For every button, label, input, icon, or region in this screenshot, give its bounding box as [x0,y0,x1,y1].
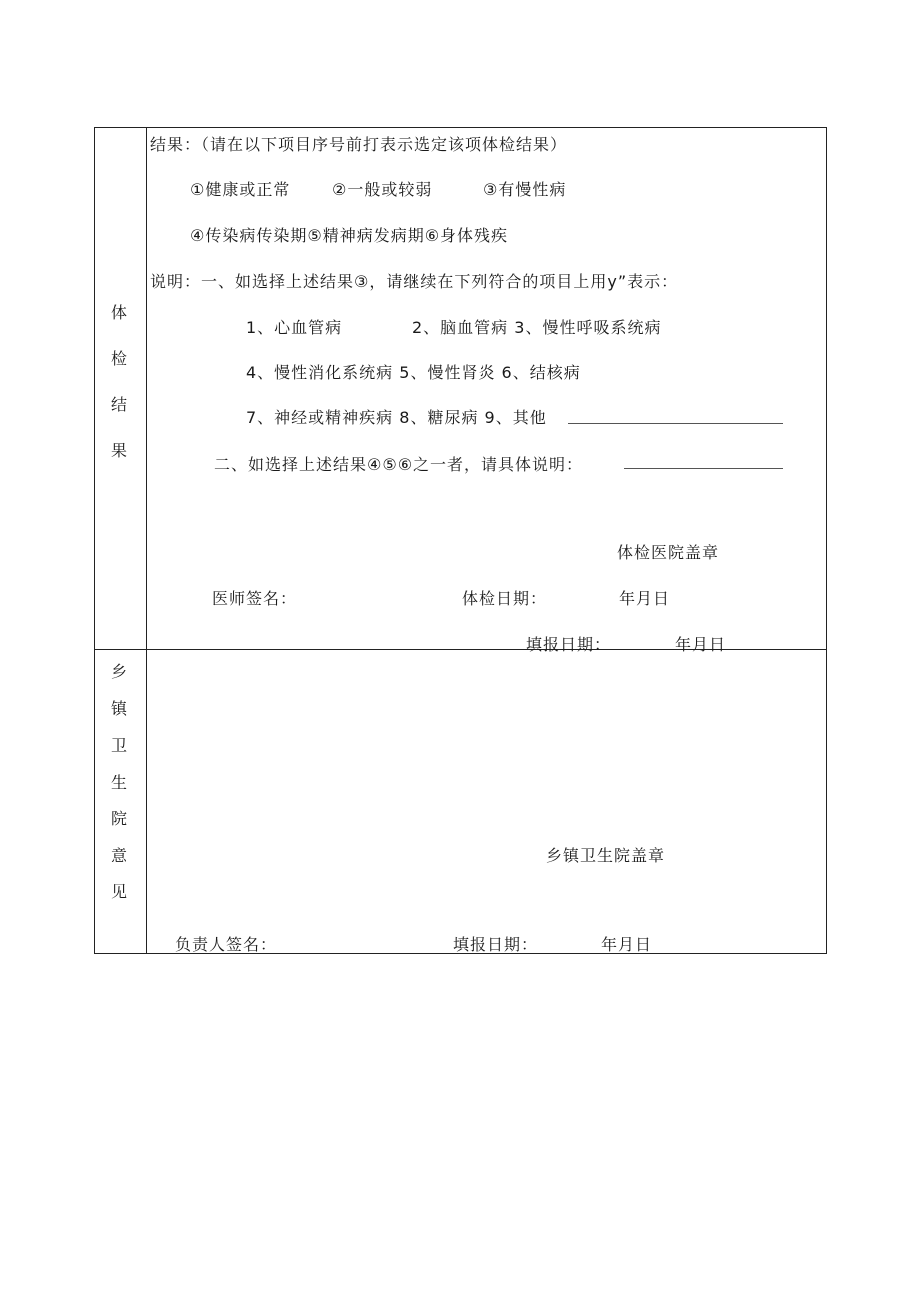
option-chronic[interactable]: ③有慢性病 [483,180,567,199]
township-label-char: 卫 [110,736,127,755]
township-label-char: 镇 [110,699,127,718]
hospital-seal-label: 体检医院盖章 [617,543,720,562]
doctor-signature-label: 医师签名： [212,589,298,608]
township-fill-date-value: 年月日 [601,935,653,954]
township-label-char: 院 [110,809,127,828]
result-title: 结果：（请在以下项目序号前打表示选定该项体检结果） [150,135,568,154]
township-label-char: 生 [110,773,127,792]
exam-result-label-char: 检 [110,349,127,368]
exam-result-label-char: 体 [110,303,127,322]
column-divider [146,128,147,953]
disease-row2[interactable]: 4、慢性消化系统病 5、慢性肾炎 6、结核病 [246,363,581,382]
exam-date-value: 年月日 [619,589,671,608]
fill-date-value: 年月日 [675,635,727,654]
disease-row1-rest[interactable]: 2、脑血管病 3、慢性呼吸系统病 [412,318,662,337]
township-fill-date-label: 填报日期： [453,935,539,954]
note-two: 二、如选择上述结果④⑤⑥之一者，请具体说明： [214,455,584,474]
township-label-char: 意 [110,846,127,865]
township-label-char: 见 [110,882,127,901]
disease-cardio[interactable]: 1、心血管病 [246,318,343,337]
fill-date-label: 填报日期： [526,635,612,654]
exam-date-label: 体检日期： [462,589,548,608]
options-row2[interactable]: ④传染病传染期⑤精神病发病期⑥身体残疾 [190,226,509,245]
other-fill-line[interactable] [568,423,783,424]
explain-fill-line[interactable] [624,468,783,469]
township-seal-label: 乡镇卫生院盖章 [546,846,666,865]
option-healthy[interactable]: ①健康或正常 [190,180,291,199]
responsible-signature-label: 负责人签名： [175,935,278,954]
option-average[interactable]: ②一般或较弱 [332,180,433,199]
disease-row3[interactable]: 7、神经或精神疾病 8、糖尿病 9、其他 [246,408,547,427]
township-label-char: 乡 [110,662,127,681]
exam-result-label-char: 结 [110,395,127,414]
note-one: 说明：一、如选择上述结果③，请继续在下列符合的项目上用y”表示： [150,272,679,291]
exam-result-label-char: 果 [110,441,127,460]
